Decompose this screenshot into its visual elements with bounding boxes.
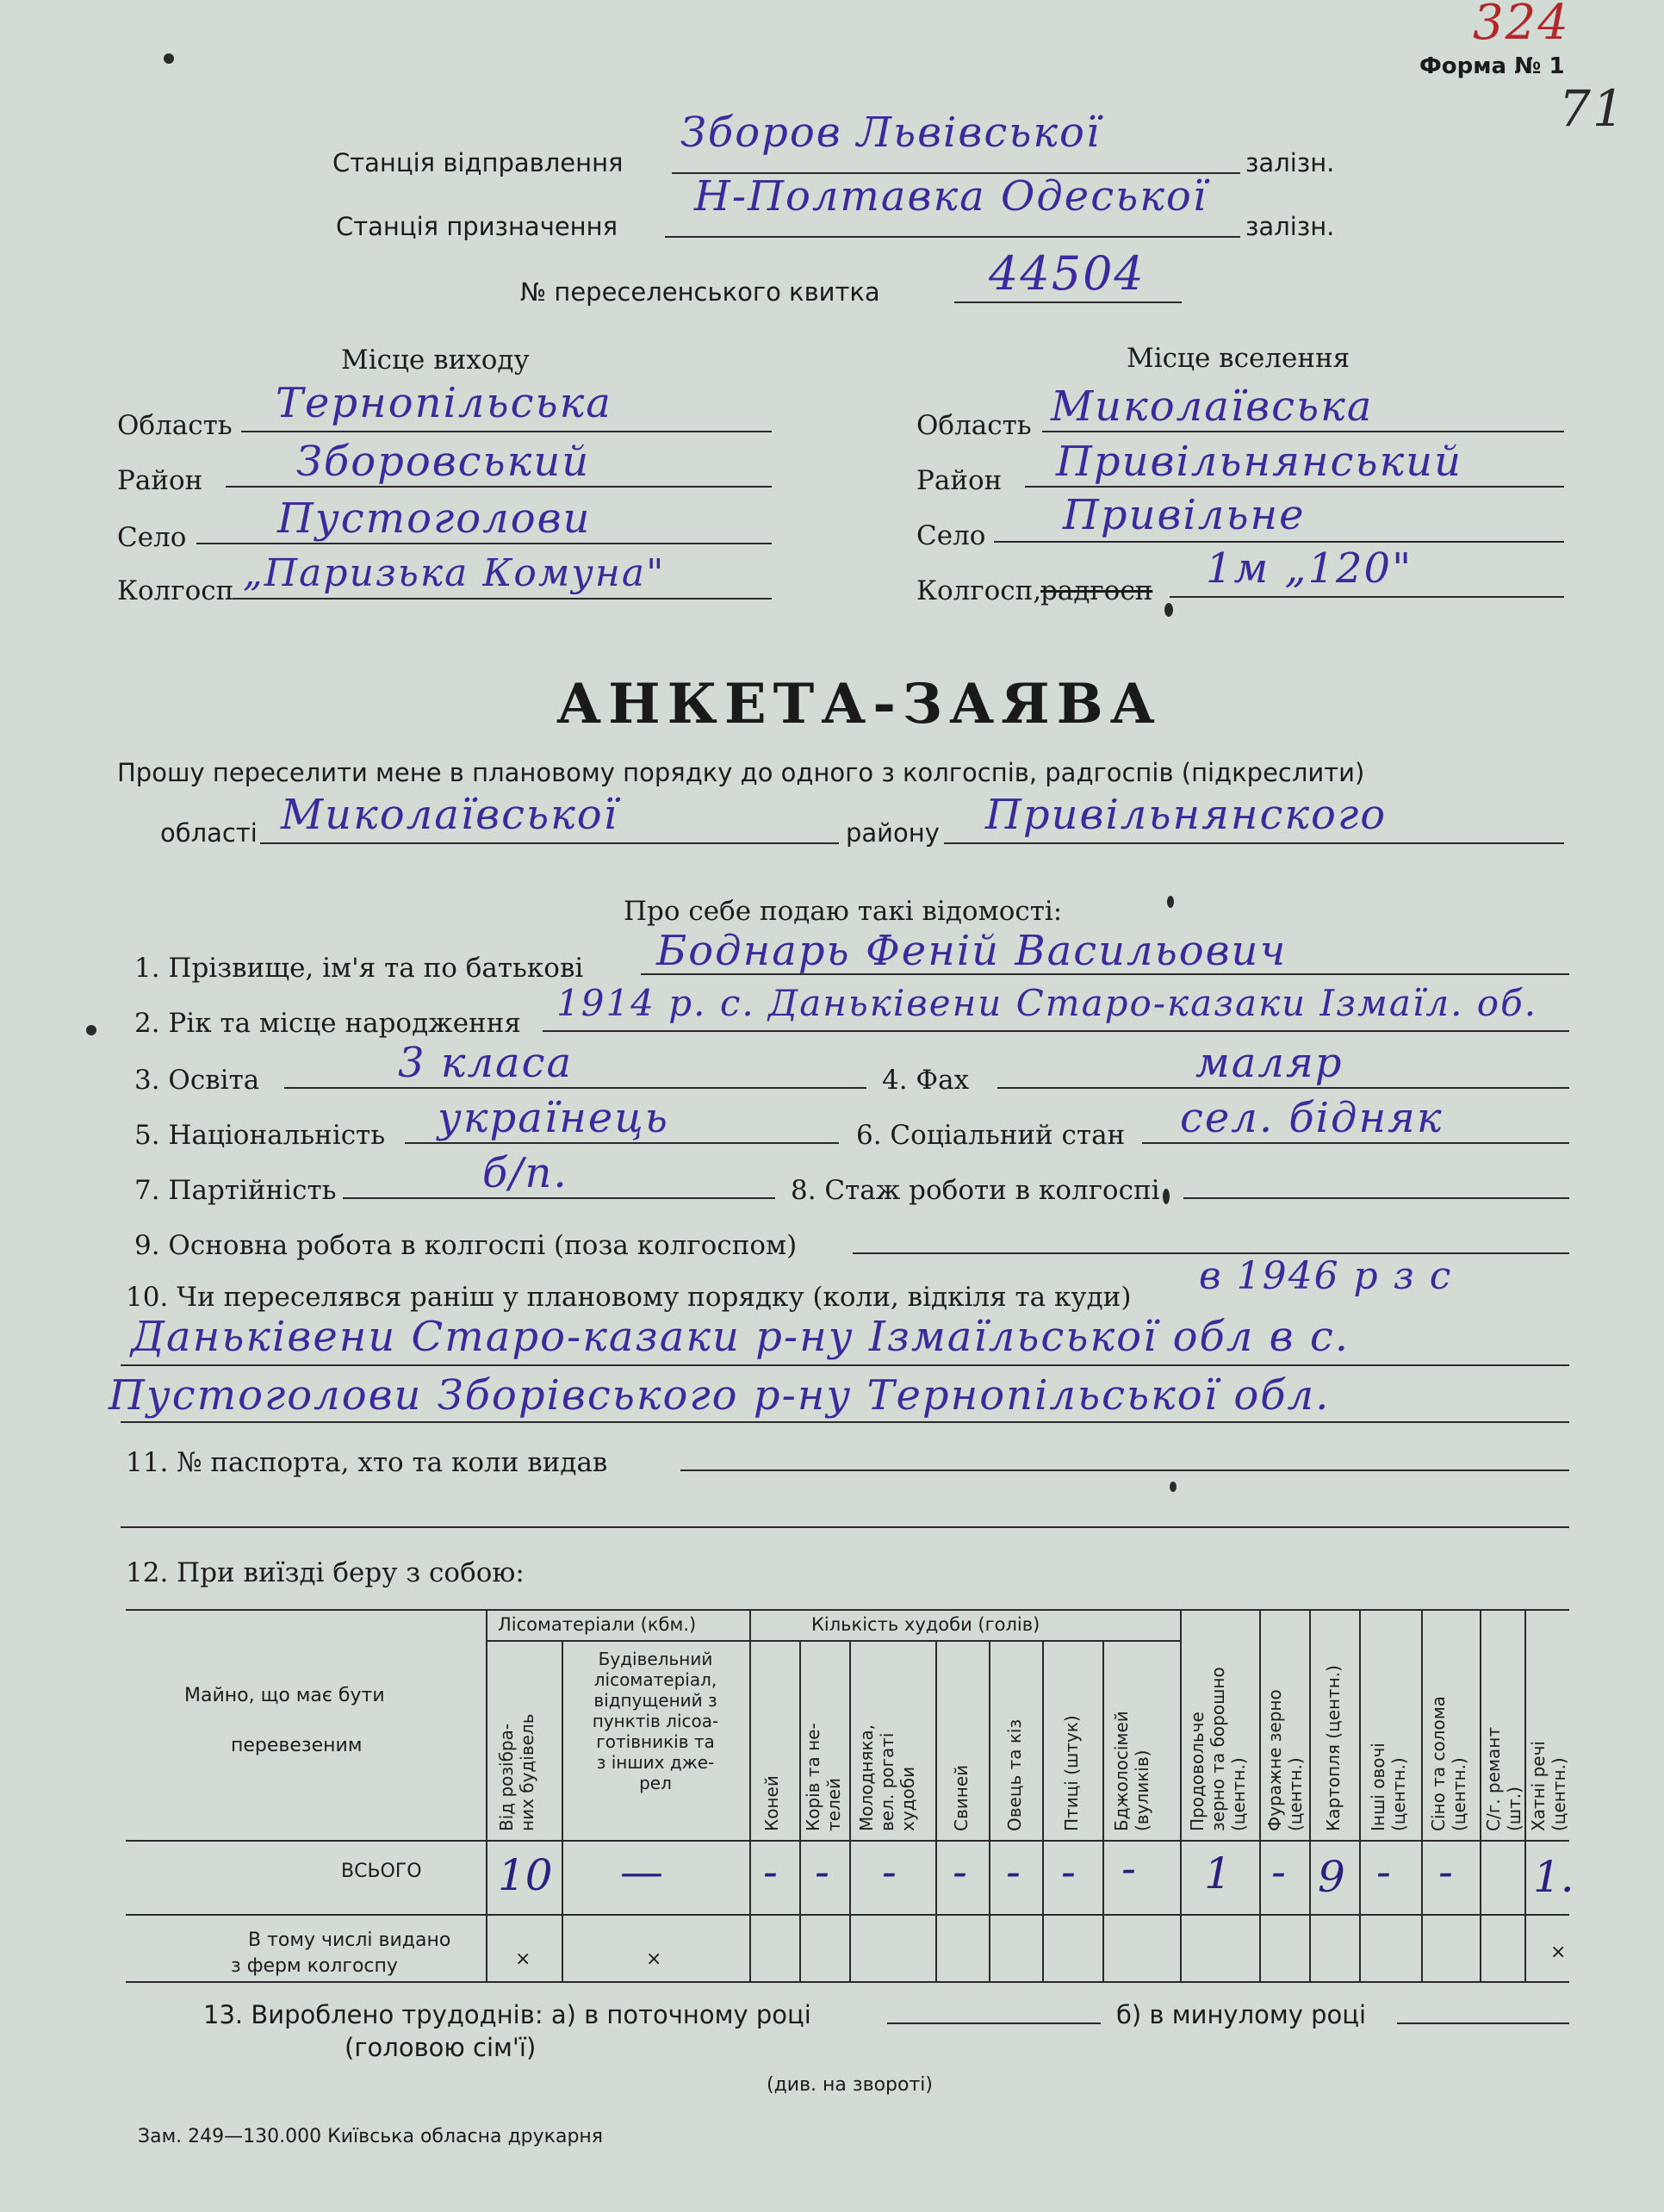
property-header-b: перевезеним [231,1735,363,1756]
col-divider [1480,1609,1481,1981]
ticket-label: № переселенського квитка [520,277,880,307]
field-10-line-b [121,1364,1569,1366]
col-veg-header: Інші овочі (центн.) [1368,1743,1409,1831]
see-back-note: (див. на звороті) [767,2074,933,2096]
field-4-value: маляр [1195,1039,1344,1087]
dest-raion-value: Привільнянський [1056,438,1463,486]
dest-oblast-value: Миколаївська [1051,382,1374,431]
sheet-number-old: 71 [1559,79,1626,138]
field-5-label: 5. Національність [134,1120,386,1151]
col-divider [1180,1609,1182,1981]
field-4-label: 4. Фах [882,1065,970,1096]
field-1-label: 1. Прізвище, ім'я та по батькові [134,953,584,984]
total-hay: - [1438,1847,1453,1897]
dest-kolhosp-label-b: радгосп [1040,575,1153,606]
destination-station-value: Н-Полтавка Одеської [694,172,1208,221]
printer-note: Зам. 249—130.000 Київська обласна друкарня [138,2126,604,2147]
table-total-bottom [126,1914,1569,1916]
total-household: 1. [1533,1852,1574,1902]
total-grain: 1 [1204,1849,1232,1898]
col-pigs-header: Свиней [951,1764,972,1831]
col-fodder-header: Фуражне зерно (центн.) [1264,1689,1306,1831]
origin-selo-label: Село [117,522,187,553]
field-13-b: б) в минулому році [1116,2000,1367,2029]
total-fodder: - [1271,1847,1286,1897]
field-11-line-2 [121,1526,1569,1528]
destination-station-line [665,236,1240,238]
col-grain-header: Продовольче зерно та борошно (центн.) [1187,1667,1249,1831]
ink-dot [1163,1189,1170,1204]
origin-selo-value: Пустоголови [277,494,592,543]
field-10-value-c: Пустоголови Зборівського р-ну Тернопільської обл. [109,1371,1331,1420]
field-3-value: 3 класа [398,1039,574,1087]
field-6-value: сел. бідняк [1180,1094,1444,1142]
total-horses: - [763,1847,778,1897]
field-2-label: 2. Рік та місце народження [134,1008,521,1039]
dest-selo-label: Село [916,520,986,551]
row-farm-label-b: з ферм колгоспу [231,1955,398,1977]
col-cows-header: Корів та не- телей [803,1723,844,1831]
total-bees: - [1121,1843,1136,1893]
form-title: АНКЕТА-ЗАЯВА [556,672,1162,736]
field-8-line [1183,1197,1569,1199]
field-8-label: 8. Стаж роботи в колгоспі [791,1175,1160,1206]
group-wood-header: Лісоматеріали (кбм.) [498,1614,697,1635]
dest-kolhosp-label-a: Колгосп, [916,575,1042,606]
request-oblast-value: Миколаївської [281,791,619,839]
field-7-value: б/п. [482,1149,568,1197]
total-dismantled: 10 [498,1850,553,1900]
field-5-value: українець [438,1094,669,1142]
field-13-line-a [887,2022,1101,2024]
col-horses-header: Коней [761,1775,782,1831]
col-bees-header: Бджолосімей (вуликів) [1111,1711,1152,1831]
origin-kolhosp-value: „Паризька Комуна" [243,551,666,595]
property-header-a: Майно, що має бути [184,1685,385,1706]
dest-oblast-line [1042,431,1564,432]
destination-station-label: Станція призначення [336,212,618,241]
departure-value: Зборов Львівської [680,109,1102,157]
col-divider [1102,1640,1104,1981]
request-line: Прошу переселити мене в плановому порядку до одного з колгоспів, радгоспів (підкреслити) [117,758,1365,787]
farm-mark-dismantled: × [515,1948,531,1970]
field-10-value-a: в 1946 р з с [1199,1254,1453,1298]
ink-dot [164,53,174,64]
col-divider [486,1609,487,1981]
total-young: - [882,1847,897,1897]
col-divider [1524,1609,1526,1981]
total-lumber: — [620,1847,663,1897]
col-hay-header: Сіно та солома (центн.) [1428,1695,1469,1831]
cattle-group-line [749,1640,1180,1642]
ink-dot [1170,1482,1177,1492]
field-13-sub: (головою сім'ї) [345,2033,537,2062]
col-divider [1309,1609,1311,1981]
col-divider [562,1640,563,1981]
origin-oblast-value: Тернопільська [276,379,612,427]
col-divider [849,1640,851,1981]
col-lumber-header: Будівельний лісоматеріал, відпущений з пунктів лісоа- готівників та з інших дже- рел [592,1649,719,1793]
row-total-label: ВСЬОГО [341,1861,422,1882]
field-4-line [997,1087,1569,1089]
field-12-label: 12. При виїзді беру з собою: [126,1557,525,1588]
table-header-bottom [126,1840,1569,1842]
col-dismantled-header: Від розібра- них будівель [496,1713,537,1831]
farm-mark-household: × [1550,1942,1567,1963]
field-11-label: 11. № паспорта, хто та коли видав [126,1447,608,1478]
total-cows: - [815,1847,829,1897]
ticket-line [954,301,1182,303]
col-sheep-header: Овець та кіз [1004,1718,1025,1831]
total-potato: 9 [1318,1852,1345,1902]
ink-dot [1167,896,1174,908]
field-7-line [343,1197,775,1199]
origin-oblast-line [241,431,772,432]
col-divider [749,1609,751,1981]
origin-selo-line [196,543,772,544]
field-6-label: 6. Соціальний стан [856,1120,1126,1151]
field-2-line [543,1030,1569,1032]
request-oblast-line [260,842,839,844]
request-raion-value: Привільнянского [985,791,1388,839]
field-3-line [284,1087,866,1089]
total-birds: - [1061,1847,1076,1897]
col-divider [1359,1609,1361,1981]
origin-raion-line [226,486,772,488]
col-household-header: Хатні речі (центн.) [1528,1741,1569,1831]
field-10-line-c [121,1421,1569,1423]
group-cattle-header: Кількість худоби (голів) [811,1614,1040,1635]
form-label: Форма № 1 [1419,53,1565,79]
dest-kolhosp-line [1170,596,1564,598]
dest-raion-label: Район [916,465,1003,496]
request-raion-label: району [846,818,940,848]
table-top [126,1609,1569,1611]
origin-kolhosp-label: Колгосп [117,575,234,606]
dest-selo-value: Привільне [1063,491,1306,539]
field-11-line [680,1469,1569,1471]
row-farm-label-a: В тому числі видано [248,1929,451,1951]
col-divider [799,1640,801,1981]
about-line: Про себе подаю такі відомості: [624,896,1063,927]
field-1-value: Боднарь Феній Васильович [656,927,1288,975]
table-bottom [126,1981,1569,1983]
destination-station-suffix: залізн. [1245,212,1335,241]
dest-oblast-label: Область [916,410,1032,441]
ticket-value: 44504 [989,246,1146,301]
col-young-header: Молодняка, вел. рогаті худоби [856,1724,918,1831]
departure-label: Станція відправлення [332,148,624,177]
col-inventory-header: С/г. ремант (шт.) [1483,1727,1524,1831]
field-13-line-b [1397,2022,1569,2024]
sheet-number: 324 [1473,0,1570,51]
col-divider [935,1640,937,1981]
field-3-label: 3. Освіта [134,1065,260,1096]
field-5-line [405,1142,839,1144]
ink-dot [86,1025,96,1035]
departure-suffix: залізн. [1245,148,1335,177]
col-birds-header: Птиці (штук) [1061,1715,1082,1831]
origin-raion-value: Зборовський [296,438,591,486]
ink-dot [1164,603,1173,617]
origin-raion-label: Район [117,465,203,496]
field-2-value: 1914 р. с. Даньківени Старо-казаки Ізмаїл. об. [556,982,1538,1024]
field-10-value-b: Даньківени Старо-казаки р-ну Ізмаїльської обл в с. [131,1313,1350,1361]
col-potato-header: Картопля (центн.) [1323,1665,1344,1831]
field-9-label: 9. Основна робота в колгоспі (поза колгоспом) [134,1230,798,1261]
col-divider [989,1640,990,1981]
request-oblast-label: області [160,818,258,848]
wood-group-line [486,1640,749,1642]
total-pigs: - [953,1847,967,1897]
col-divider [1042,1640,1044,1981]
field-6-line [1142,1142,1569,1144]
dest-heading: Місце вселення [1127,343,1350,374]
field-7-label: 7. Партійність [134,1175,337,1206]
farm-mark-lumber: × [646,1948,662,1970]
field-1-line [641,973,1569,975]
origin-heading: Місце виходу [341,345,530,376]
request-raion-line [944,842,1564,844]
dest-selo-line [994,541,1564,543]
dest-raion-line [1025,486,1564,488]
field-10-label: 10. Чи переселявся раніш у плановому порядку (коли, відкіля та куди) [126,1282,1132,1313]
dest-kolhosp-value: 1м „120" [1206,544,1413,593]
origin-oblast-label: Область [117,410,233,441]
total-veg: - [1376,1847,1391,1897]
col-divider [1421,1609,1423,1981]
col-divider [1259,1609,1261,1981]
total-sheep: - [1006,1847,1021,1897]
field-13-label: 13. Вироблено трудоднів: а) в поточному році [203,2000,811,2029]
origin-kolhosp-line [233,598,772,600]
